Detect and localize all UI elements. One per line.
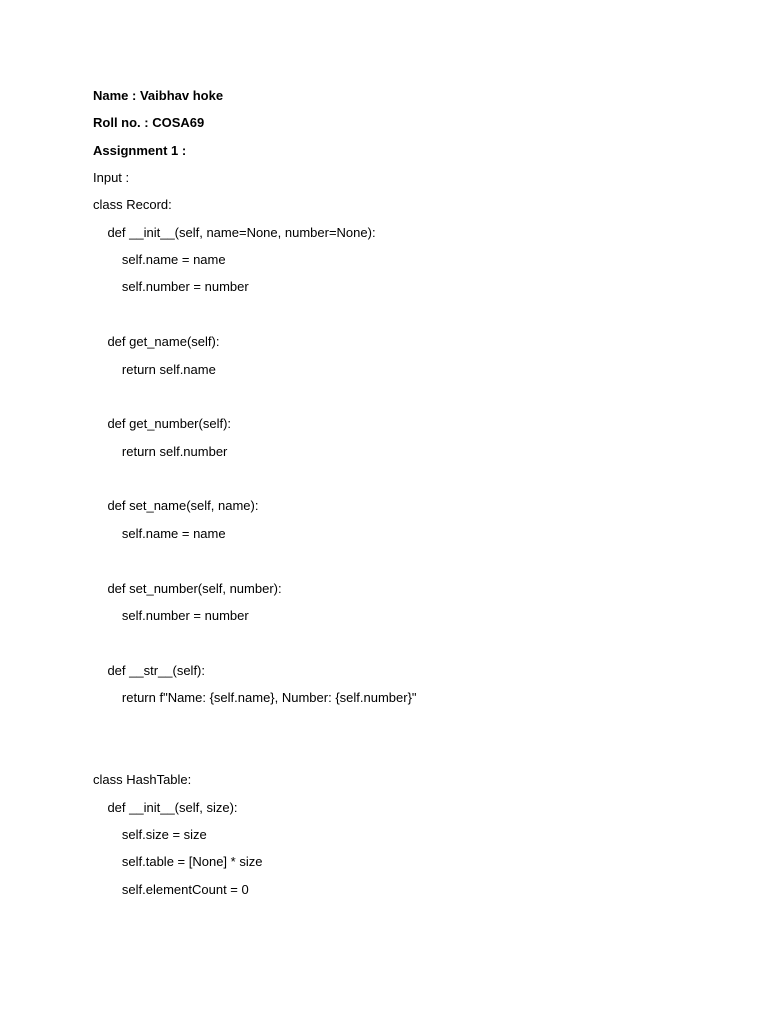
code-line: return self.number [93,444,228,459]
assignment-title: Assignment 1 : [93,143,187,158]
code-line: class Record: [93,197,172,212]
code-line: self.number = number [93,608,249,623]
code-line: def __init__(self, name=None, number=None): [93,225,376,240]
code-line: return f"Name: {self.name}, Number: {self.number}" [93,690,417,705]
code-line: self.name = name [93,526,226,541]
code-line: class HashTable: [93,772,192,787]
code-line: def set_number(self, number): [93,581,282,596]
student-name: Name : Vaibhav hoke [93,88,224,103]
code-line: self.size = size [93,827,207,842]
code-line: def set_name(self, name): [93,498,259,513]
code-line: def get_number(self): [93,416,232,431]
code-line: def get_name(self): [93,334,220,349]
roll-number: Roll no. : COSA69 [93,115,205,130]
input-label: Input : [93,170,130,185]
code-line: self.table = [None] * size [93,854,263,869]
code-line: self.name = name [93,252,226,267]
code-line: def __init__(self, size): [93,800,238,815]
code-line: self.elementCount = 0 [93,882,249,897]
code-line: self.number = number [93,279,249,294]
code-line: return self.name [93,362,216,377]
code-line: def __str__(self): [93,663,205,678]
